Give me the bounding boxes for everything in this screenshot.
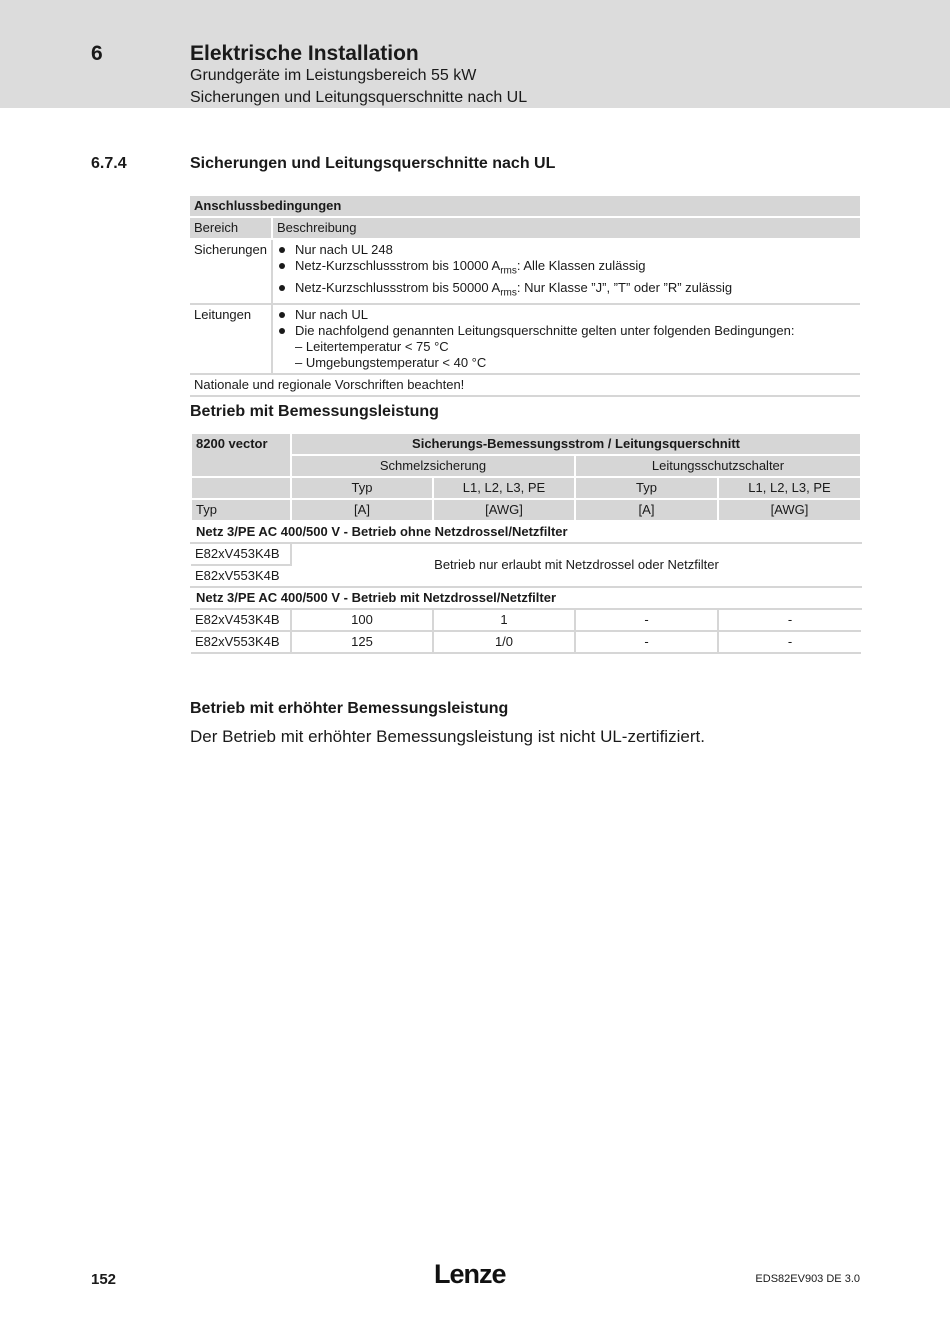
type-header: Typ (191, 499, 291, 521)
cell-fuse-a: 125 (291, 631, 433, 653)
increased-text: Der Betrieb mit erhöhter Bemessungsleistung ist nicht UL-zertifiziert. (190, 727, 705, 746)
chapter-number: 6 (91, 42, 103, 65)
rated-table (190, 432, 862, 654)
header-subtitle-2: Sicherungen und Leitungsquerschnitte nach UL (190, 89, 528, 106)
table-row-type: E82xV553K4B (191, 565, 291, 587)
cables-label: Leitungen (190, 304, 272, 374)
chapter-title: Elektrische Installation (190, 42, 419, 65)
fuse-type-header: Typ (291, 477, 433, 499)
section-number: 6.7.4 (91, 155, 127, 172)
cell-fuse-awg: 1/0 (433, 631, 575, 653)
cell-type: E82xV453K4B (191, 609, 291, 631)
fuses-label: Sicherungen (190, 239, 272, 304)
cell-cb-a: - (575, 609, 718, 631)
cb-unit-a: [A] (575, 499, 718, 521)
section-row-2: Netz 3/PE AC 400/500 V - Betrieb mit Netzdrossel/Netzfilter (191, 587, 861, 609)
col-area-header: Bereich (190, 217, 272, 239)
table-row (191, 631, 861, 653)
condition-line: – Leitertemperatur < 75 °C (295, 339, 449, 355)
list-item: Netz-Kurzschlussstrom bis 50000 $A_{rms}$: Nur Klasse ”J”, ”T” oder ”R” zulässig (277, 280, 856, 302)
cell-cb-awg: - (718, 609, 861, 631)
col-device-header: 8200 vector (191, 433, 291, 477)
cell-fuse-a: 100 (291, 609, 433, 631)
cb-type-header: Typ (575, 477, 718, 499)
fuse-unit-a: [A] (291, 499, 433, 521)
cb-lines-header: L1, L2, L3, PE (718, 477, 861, 499)
list-item: Nur nach UL (277, 307, 856, 323)
table-row (191, 609, 861, 631)
cell-cb-a: - (575, 631, 718, 653)
fuse-lines-header: L1, L2, L3, PE (433, 477, 575, 499)
list-item: Die nachfolgend genannten Leitungsquerschnitte gelten unter folgenden Bedingungen: (277, 323, 856, 339)
conditions-table (190, 196, 860, 397)
cell-type: E82xV553K4B (191, 631, 291, 653)
cell-cb-awg: - (718, 631, 861, 653)
restriction-note: Betrieb nur erlaubt mit Netzdrossel oder Netzfilter (291, 543, 861, 587)
lenze-logo: Lenze (434, 1259, 506, 1289)
rated-heading: Betrieb mit Bemessungsleistung (190, 403, 439, 420)
list-item: Nur nach UL 248 (277, 242, 856, 258)
conditions-table-title: Anschlussbedingungen (190, 196, 860, 217)
section-title: Sicherungen und Leitungsquerschnitte nach UL (190, 155, 556, 172)
page-number: 152 (91, 1271, 117, 1288)
doc-id: EDS82EV903 DE 3.0 (755, 1273, 860, 1285)
header-subtitle-1: Grundgeräte im Leistungsbereich 55 kW (190, 67, 477, 84)
col-breaker-header: Leitungsschutzschalter (575, 455, 861, 477)
cell-fuse-awg: 1 (433, 609, 575, 631)
fuse-unit-awg: [AWG] (433, 499, 575, 521)
conditions-note: Nationale und regionale Vorschriften beachten! (190, 374, 860, 396)
col-desc-header: Beschreibung (272, 217, 860, 239)
fuses-desc (272, 239, 860, 304)
cables-desc (272, 304, 860, 374)
list-item: Netz-Kurzschlussstrom bis 10000 $A_{rms}$: Alle Klassen zulässig (277, 258, 856, 280)
section-row-1: Netz 3/PE AC 400/500 V - Betrieb ohne Netzdrossel/Netzfilter (191, 521, 861, 543)
cb-unit-awg: [AWG] (718, 499, 861, 521)
increased-heading: Betrieb mit erhöhter Bemessungsleistung (190, 700, 509, 717)
col-fuse-header: Schmelzsicherung (291, 455, 575, 477)
table-row-type: E82xV453K4B (191, 543, 291, 565)
col-group-header: Sicherungs-Bemessungsstrom / Leitungsquerschnitt (291, 433, 861, 455)
condition-line: – Umgebungstemperatur < 40 °C (295, 355, 487, 371)
empty-cell (191, 477, 291, 499)
